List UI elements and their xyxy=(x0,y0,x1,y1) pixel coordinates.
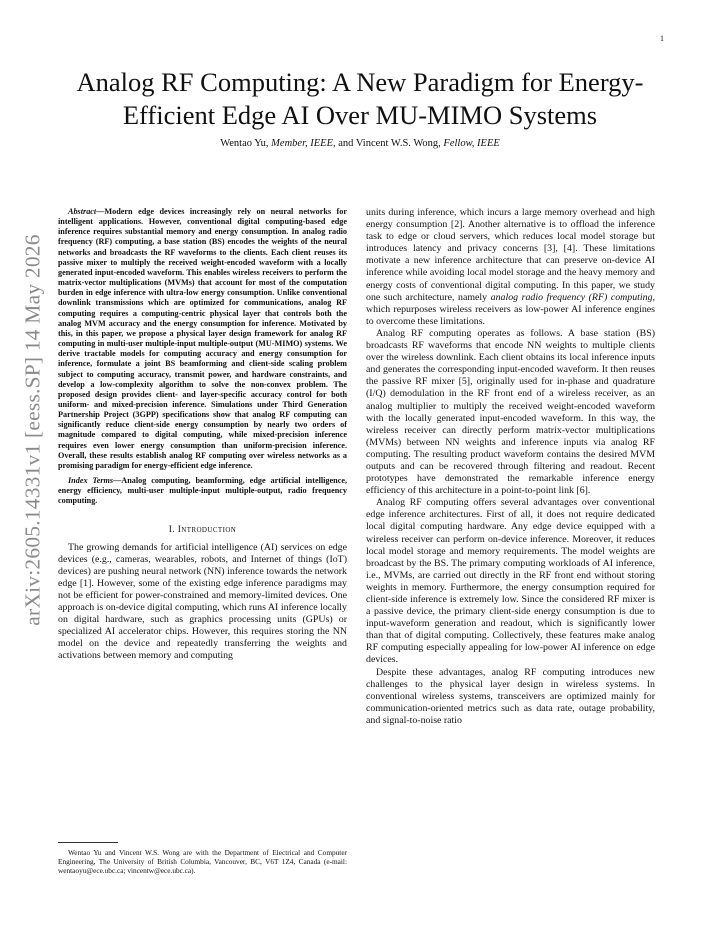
abstract-text: —Modern edge devices increasingly rely on neural networks for intelligent applications. However, conventional digital computing-based edge inference requires substantial memory and energy consumption. In analog radio frequency (RF) computing, a base station (BS) encodes the weights of the neural networks and broadcasts the RF waveforms to the clients. Each client reuses its passive mixer to multiply the received weight-encoded waveform with a locally generated input-encoded waveform. This enables wireless receivers to perform the matrix-vector multiplications (MVMs) that account for most of the computation burden in edge inference with ultra-low energy consumption. Unlike conventional downlink transmissions which are optimized for communications, analog RF computing requires a computing-centric physical layer that controls both the analog MVM accuracy and the energy consumption for inference. Motivated by this, in this paper, we propose a physical layer design framework for analog RF computing in multi-user multiple-input multiple-output (MU-MIMO) systems. We derive tractable models for computing accuracy and energy consumption for inference, formulate a joint BS beamforming and client-side scaling problem subject to computing accuracy, transmit power, and hardware constraints, and develop a low-complexity algorithm to solve the non-convex problem. The proposed design provides client- and layer-specific accuracy control for both uniform- and mixed-precision inference. Simulations under Third Generation Partnership Project (3GPP) specifications show that analog RF computing can significantly reduce client-side energy consumption by nearly two orders of magnitude compared to digital computing, while mixed-precision inference requires even lower energy consumption than uniform-precision inference. Overall, these results establish analog RF computing over wireless networks as a promising paradigm for energy-efficient edge inference. xyxy=(58,207,347,470)
intro-paragraph-3: Analog RF computing offers several advantages over conventional edge inference architectures. First of all, it does not require dedicated local digital computing hardware. Any edge device equipped with a wireless receiver can perform on-device inference. Moreover, it reduces local model storage and memory requirements. The model weights are broadcast by the BS. The primary computing workloads of AI inference, i.e., MVMs, are carried out directly in the RF front end without storing weights in memory. Furthermore, the energy consumption required for client-side inference is extremely low. Since the considered RF mixer is a passive device, the primary client-side energy consumption is due to input-waveform generation and readout, which is significantly lower than that of digital computing. Collectively, these features make analog RF computing especially appealing for low-power AI inference on edge devices. xyxy=(366,497,655,666)
arxiv-stamp xyxy=(10,195,56,665)
intro-paragraph-1: The growing demands for artificial intelligence (AI) services on edge devices (e.g., cameras, wearables, robots, and Internet of things (IoT) devices) are pushing neural network (NN) inference towards the network edge [1]. However, some of the existing edge inference paradigms may not be efficient for power-constrained and memory-limited devices. One approach is on-device digital computing, which runs AI inference locally on digital hardware, such as graphics processing units (GPUs) or specialized AI accelerator chips. However, this requires storing the NN model on the device and repeatedly transferring the weights and activations between memory and computing xyxy=(58,541,347,662)
abstract xyxy=(58,207,347,471)
author-line xyxy=(40,138,680,149)
index-terms xyxy=(58,476,347,506)
intro-paragraph-2: Analog RF computing operates as follows. A base station (BS) broadcasts RF waveforms that encode NN weights to multiple clients over the wireless downlink. Each client obtains its local inference inputs and generates the corresponding input-encoded waveform. It then reuses the passive RF mixer [5], originally used for in-phase and quadrature (I/Q) demodulation in the RF front end of a wireless receiver, as an analog multiplier to multiply the received weight-encoded waveform with the locally generated input-encoded waveform. In this way, the wireless receiver can directly perform matrix-vector multiplications (MVMs) between NN weights and inference inputs via analog RF computing. The resulting product waveform contains the desired MVM outputs and can be recovered through filtering and readout. Recent prototypes have demonstrated the remarkable inference energy efficiency of this architecture in a point-to-point link [6]. xyxy=(366,327,655,497)
paper-title: Analog RF Computing: A New Paradigm for Energy-Efficient Edge AI Over MU-MIMO Systems xyxy=(76,67,644,130)
author-affiliation-footnote: Wentao Yu and Vincent W.S. Wong are with the Department of Electrical and Computer Engineering, The University of British Columbia, Vancouver, BC, V6T 1Z4, Canada (e-mail: wentaoyu@ece.ubc.ca; vincentw@ece.ubc.ca). xyxy=(58,848,347,875)
right-column xyxy=(366,207,655,727)
author-conjunction: , and Vincent W.S. Wong, xyxy=(332,138,444,149)
paragraph-text: units during inference, which incurs a large memory overhead and high energy consumption [2]. Another alternative is to offload the inference task to edge or cloud servers, which reduces local model storage but introduces latency and privacy concerns [3], [4]. These limitations motivate a new inference architecture that can preserve on-device AI inference while avoiding local model storage and the heavy memory and energy costs of conventional digital computing. In this paper, we study one such architecture, namely xyxy=(366,207,655,303)
page-number: 1 xyxy=(660,34,664,43)
left-column xyxy=(58,207,347,663)
abstract-label: Abstract xyxy=(68,207,97,216)
author1-role: Member, IEEE xyxy=(271,138,333,149)
arxiv-identifier: arXiv:2605.14331v1 [eess.SP] 14 May 2026 xyxy=(20,234,45,626)
intro-paragraph-4: Despite these advantages, analog RF computing introduces new challenges to the physical layer design in wireless systems. In conventional wireless systems, transceivers are optimized mainly for communication-oriented metrics such as data rate, outage probability, and signal-to-noise ratio xyxy=(366,666,655,726)
section-heading-introduction: I. Introduction xyxy=(168,524,237,535)
index-terms-label: Index Terms xyxy=(68,476,114,486)
intro-paragraph-1-continued xyxy=(366,207,655,328)
emphasized-term: analog radio frequency (RF) computing xyxy=(490,291,653,303)
paragraph-text: , which repurposes wireless receivers as low-power AI inference engines to overcome these limitations. xyxy=(366,291,655,327)
index-terms-text: —Analog computing, beamforming, edge artificial intelligence, energy efficiency, multi-user multiple-input multiple-output, radio frequency computing. xyxy=(58,476,348,506)
author2-role: Fellow, IEEE xyxy=(443,138,500,149)
footnote-rule xyxy=(58,842,118,843)
author1-name: Wentao Yu, xyxy=(220,138,272,149)
